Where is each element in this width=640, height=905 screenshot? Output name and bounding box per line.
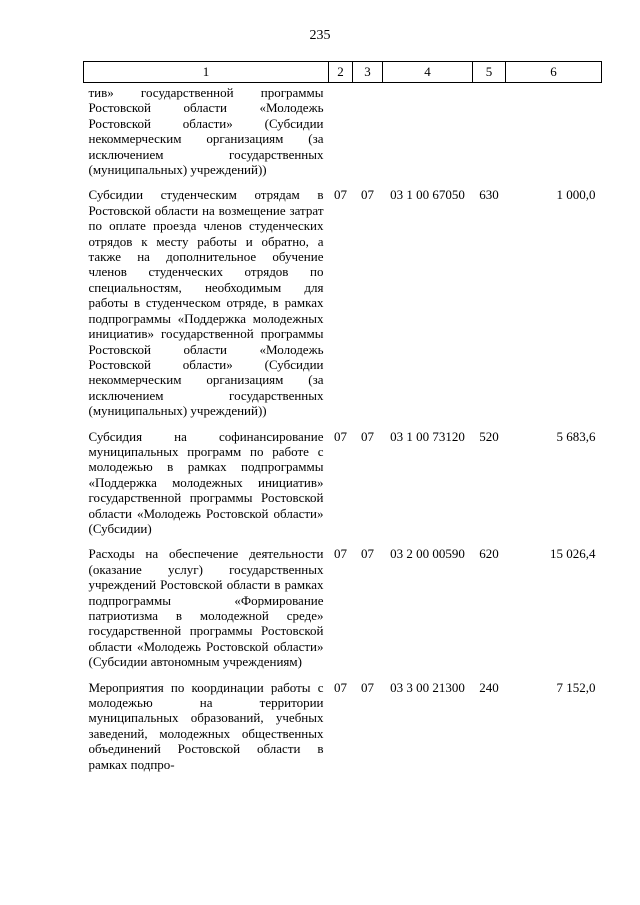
page-number: 235 (309, 28, 331, 43)
column-header-2: 2 (329, 62, 353, 83)
table-row (84, 83, 602, 178)
table-row (84, 680, 602, 772)
row-amount: 5 683,6 (556, 428, 596, 444)
row-amount: 7 152,0 (556, 679, 596, 695)
row-subsection: 07 (361, 546, 374, 562)
row-description: тив» государственной программы Ростовской области «Молодежь Ростовской области» (Субсидии некоммерческим организациям (за исключением государственных (муниципальных) учреждений)) (88, 85, 324, 178)
table-row (84, 187, 602, 418)
budget-table (83, 61, 602, 772)
row-description: Расходы на обеспечение деятельности (оказание услуг) государственных учреждений Ростовской области в рамках подпрограммы «Формирование патриотизма в молодежной среде» государственной программы Ростовской области «Молодежь Ростовской области» (Субсидии автономным учреждениям) (88, 546, 324, 670)
table-row (84, 546, 602, 669)
column-header-row (84, 62, 602, 83)
row-target-code: 03 1 00 67050 (390, 187, 465, 203)
row-description: Мероприятия по координации работы с молодежью на территории муниципальных образований, учебных заведений, молодежных общественных объединений Ростовской области в рамках подпро- (88, 679, 324, 772)
row-expense-type: 620 (479, 546, 499, 562)
row-target-code: 03 2 00 00590 (390, 546, 465, 562)
row-amount: 15 026,4 (550, 546, 596, 562)
row-expense-type: 520 (479, 428, 499, 444)
row-subsection: 07 (361, 187, 374, 203)
row-expense-type (473, 83, 506, 178)
row-section (329, 83, 353, 178)
row-amount: 1 000,0 (556, 187, 596, 203)
row-subsection: 07 (361, 679, 374, 695)
table-row (84, 429, 602, 537)
row-target-code: 03 1 00 73120 (390, 428, 465, 444)
row-amount (506, 83, 602, 178)
column-header-1: 1 (84, 62, 329, 83)
row-section: 07 (334, 187, 347, 203)
row-target-code: 03 3 00 21300 (390, 679, 465, 695)
row-section: 07 (334, 428, 347, 444)
row-section: 07 (334, 679, 347, 695)
row-expense-type: 630 (479, 187, 499, 203)
row-section: 07 (334, 546, 347, 562)
row-target-code (383, 83, 473, 178)
row-description: Субсидия на софинансирование муниципальных программ по работе с молодежью в рамках подпрограммы «Поддержка молодежных инициатив» государственной программы Ростовской области «Молодежь Ростовской области» (Субсидии) (88, 428, 324, 536)
row-expense-type: 240 (479, 679, 499, 695)
column-header-3: 3 (353, 62, 383, 83)
row-subsection: 07 (361, 428, 374, 444)
row-subsection (353, 83, 383, 178)
column-header-6: 6 (506, 62, 602, 83)
row-description: Субсидии студенческим отрядам в Ростовской области на возмещение затрат по оплате проезда членов студенческих отрядов к месту работы и обратно, а также на дополнительное обучение членов студенческих отрядов по специальностям, необходимым для работы в студенческом отряде, в рамках подпрограммы «Поддержка молодежных инициатив» государственной программы Ростовской области «Молодежь Ростовской области» (Субсидии некоммерческим организациям (за исключением государственных (муниципальных) учреждений)) (88, 187, 324, 419)
column-header-4: 4 (383, 62, 473, 83)
column-header-5: 5 (473, 62, 506, 83)
